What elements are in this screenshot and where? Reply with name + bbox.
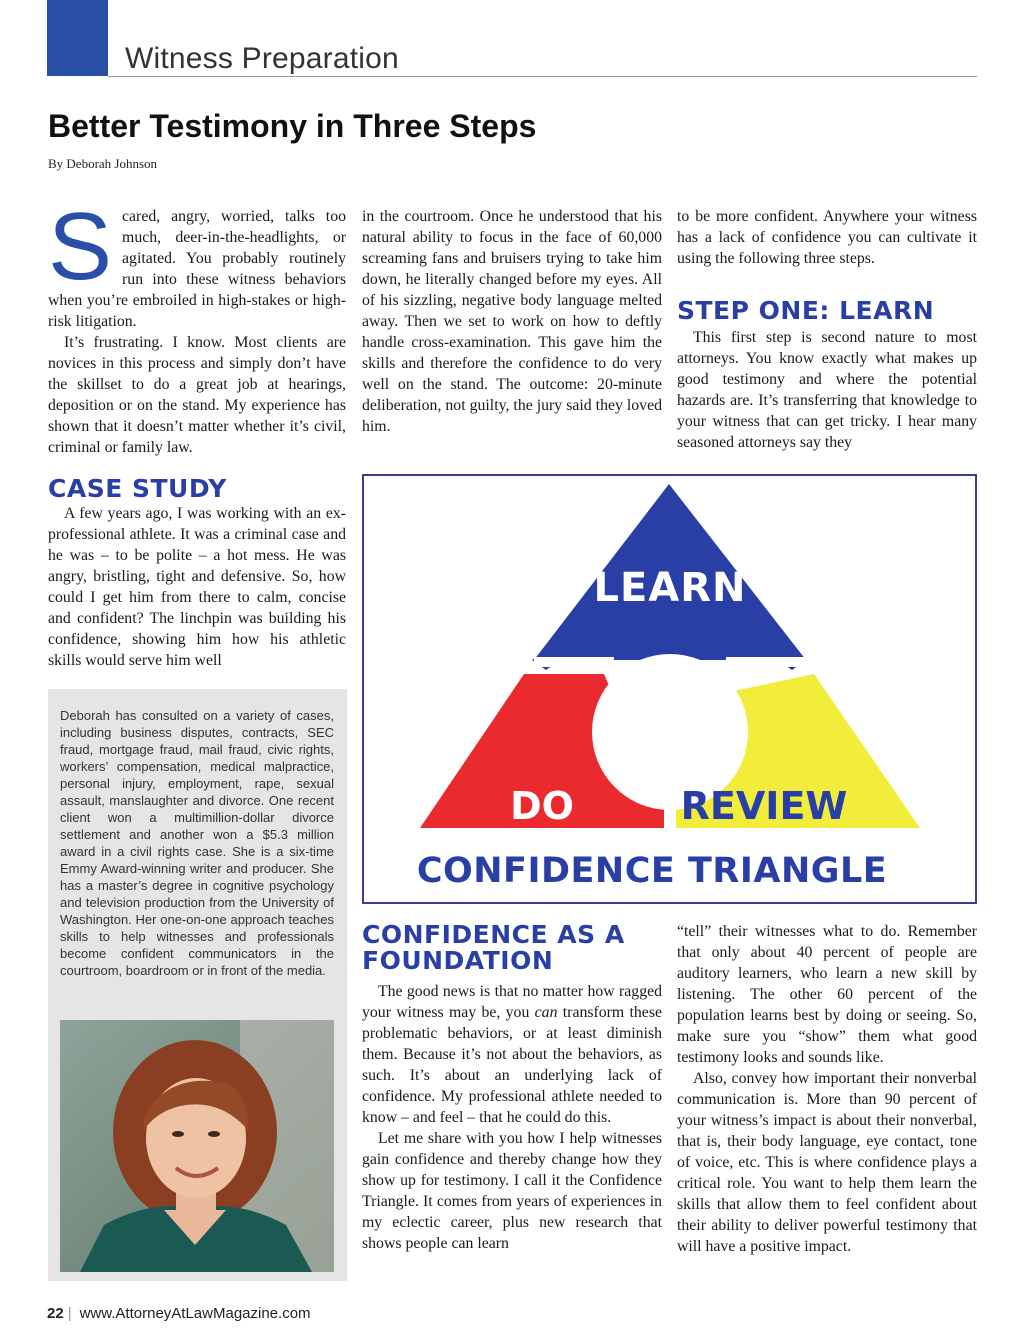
author-photo — [60, 1020, 334, 1272]
foundation-body — [362, 981, 662, 1254]
article-title: Better Testimony in Three Steps — [48, 108, 537, 144]
intro-column — [48, 193, 346, 458]
footer-website: www.AttorneyAtLawMagazine.com — [79, 1305, 311, 1322]
drop-cap: S — [48, 193, 113, 300]
foundation-text-b: transform these problematic behaviors, or at least diminish them. Because it’s not about the behaviors, as such. It’s about an underlying lack of confidence. My professional athlete needed to know – and feel – that he could do this. — [362, 1004, 662, 1126]
intro-text-1: cared, angry, worried, talks too much, deer-in-the-headlights, or agitated. You probably routinely run into these witness behaviors when you’re embroiled in high-stakes or high-risk litigation. — [48, 208, 346, 330]
review-label: REVIEW — [680, 784, 848, 828]
header-rule — [108, 76, 977, 77]
foundation-paragraph-2: Let me share with you how I help witnesses gain confidence and thereby change how they show up for testimony. I call it the Confidence Triangle. It comes from years of experiences in my eclectic career, plus new research that shows people can learn — [362, 1130, 662, 1252]
column-2-top — [362, 206, 662, 437]
foundation-text-a: The good news is that no matter how ragged your witness may be, you — [362, 983, 662, 1021]
page-footer — [47, 1305, 311, 1322]
author-bio-box — [48, 689, 347, 1281]
case-study-body — [48, 503, 346, 671]
portrait-illustration — [60, 1020, 334, 1272]
column-3-top — [677, 206, 977, 269]
byline: By Deborah Johnson — [48, 156, 158, 171]
foundation-paragraph-1 — [362, 981, 662, 1128]
do-label: DO — [510, 784, 574, 828]
step-one-body — [677, 327, 977, 453]
triangle-caption: CONFIDENCE TRIANGLE — [416, 851, 888, 891]
foundation-emphasis: can — [534, 1004, 558, 1021]
section-label: Witness Preparation — [125, 42, 399, 75]
foundation-heading: CONFIDENCE AS A FOUNDATION — [362, 920, 625, 975]
learn-label: LEARN — [593, 565, 747, 611]
intro-paragraph-1 — [48, 193, 346, 332]
step-one-heading: STEP ONE: LEARN — [677, 296, 935, 325]
case-study-paragraph: A few years ago, I was working with an ex-professional athlete. It was a criminal case and he was – to be polite – a hot mess. He was angry, bristling, tight and defensive. So, how could I get him from there to calm, concise and confident? The linchpin was building his confidence, showing him how his athletic skills would serve him well — [48, 505, 346, 669]
page-number: 22 — [47, 1305, 64, 1322]
intro-paragraph-2: It’s frustrating. I know. Most clients are novices in this process and simply don’t have the skillset to do a great job at hearings, deposition or on the stand. My experience has shown that it doesn’t matter whether it’s civil, criminal or family law. — [48, 334, 346, 456]
column-3-paragraph: to be more confident. Anywhere your witness has a lack of confidence you can cultivate it using the following three steps. — [677, 208, 977, 267]
column-4-paragraph-1: “tell” their witnesses what to do. Remember that only about 40 percent of people are auditory learners, who learn a new skill by listening. The other 60 percent of the population learns best by doing or seeing. So, make sure you “show” them what good testimony looks and sounds like. — [677, 923, 977, 1066]
column-2-paragraph: in the courtroom. Once he understood that his natural ability to focus in the face of 60,000 screaming fans and bruisers trying to take him down, he literally changed before my eyes. All of his sizzling, negative body language melted away. Then we set to work on how to deftly handle cross-examination. This gave him the skills and therefore the confidence to do very well on the stand. The outcome: 20-minute deliberation, not guilty, the jury said they loved him. — [362, 208, 662, 435]
column-4-bottom — [677, 921, 977, 1257]
author-bio-text: Deborah has consulted on a variety of cases, including business disputes, contracts, SEC fraud, mortgage fraud, mail fraud, civic rights, workers’ compensation, medical malpractice, personal injury, employment, rape, sexual assault, manslaughter and divorce. One recent client won a multimillion-dollar divorce settlement and another won a $5.3 million award in a civil rights case. She is a six-time Emmy Award-winning writer and producer. She has a master’s degree in cognitive psychology and television production from the University of Washington. Her one-on-one approach teaches skills to help witnesses and professionals become confident communicators in the courtroom, boardroom or in front of the media. — [60, 708, 334, 978]
column-4-paragraph-2: Also, convey how important their nonverbal communication is. More than 90 percent of your witness’s impact is about their nonverbal, that is, their body language, eye contact, tone of voice, etc. This is where confidence plays a critical role. You want to help them learn the skills that allow them to feel confident about their ability to deliver powerful testimony that will have a positive impact. — [677, 1070, 977, 1255]
confidence-triangle-figure — [362, 474, 977, 904]
case-study-heading: CASE STUDY — [48, 474, 227, 503]
footer-separator: | — [67, 1305, 72, 1322]
section-color-block — [47, 0, 108, 76]
step-one-paragraph: This first step is second nature to most attorneys. You know exactly what makes up good testimony and where the potential hazards are. It’s transferring that knowledge to your witness that can get tricky. I hear many seasoned attorneys say they — [677, 329, 977, 451]
confidence-triangle-svg — [364, 476, 975, 902]
